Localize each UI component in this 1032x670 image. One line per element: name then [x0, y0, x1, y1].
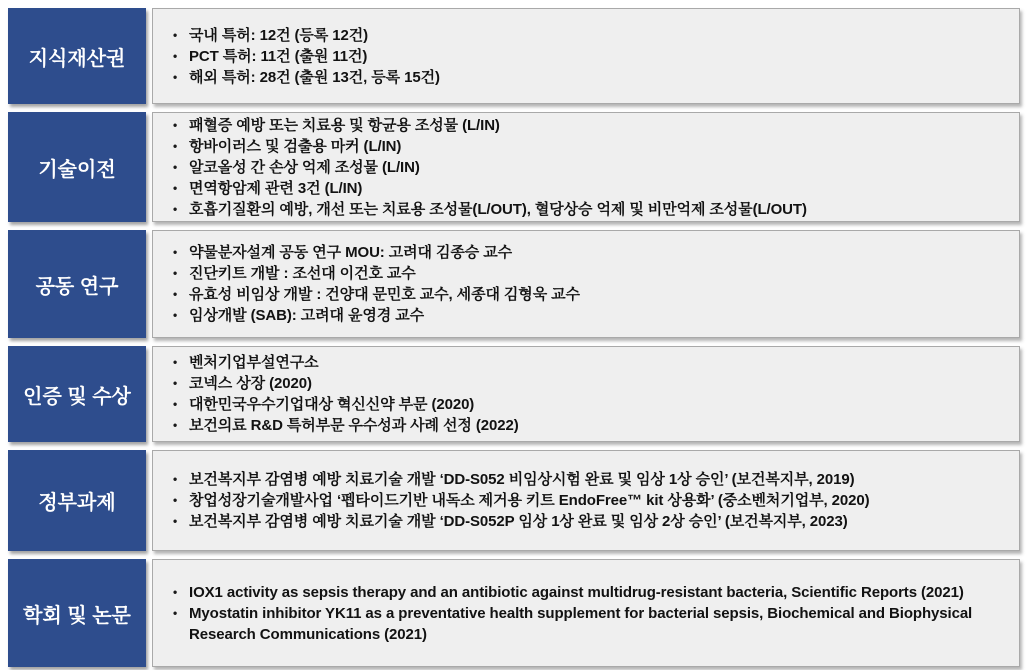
section-label-text: 기술이전	[38, 158, 116, 181]
bullet-item: • 유효성 비임상 개발 : 건양대 문민호 교수, 세종대 김형욱 교수	[172, 284, 1007, 305]
bullet-list	[153, 469, 1019, 532]
section-label	[8, 230, 146, 338]
section-label	[8, 112, 146, 222]
section-label-text: 지식재산권	[28, 47, 126, 70]
section-content	[152, 112, 1020, 222]
section-label-text: 공동 연구	[35, 275, 119, 298]
bullet-item: • 약물분자설계 공동 연구 MOU: 고려대 김종승 교수	[172, 242, 1007, 263]
section-government-projects	[8, 450, 1032, 551]
section-label	[8, 346, 146, 442]
bullet-item: • PCT 특허: 11건 (출원 11건)	[172, 46, 1007, 67]
bullet-item: • 벤처기업부설연구소	[172, 352, 1007, 373]
bullet-item: • 보건복지부 감염병 예방 치료기술 개발 ‘DD-S052P 임상 1상 완료 및 임상 2상 승인’ (보건복지부, 2023)	[172, 511, 1007, 532]
bullet-item: • 해외 특허: 28건 (출원 13건, 등록 15건)	[172, 67, 1007, 88]
bullet-item: • 보건복지부 감염병 예방 치료기술 개발 ‘DD-S052 비임상시험 완료 및 임상 1상 승인’ (보건복지부, 2019)	[172, 469, 1007, 490]
bullet-list	[153, 242, 1019, 326]
bullet-item: • 호흡기질환의 예방, 개선 또는 치료용 조성물(L/OUT), 혈당상승 억제 및 비만억제 조성물(L/OUT)	[172, 199, 1007, 220]
bullet-item: • 보건의료 R&D 특허부문 우수성과 사례 선정 (2022)	[172, 415, 1007, 436]
section-label	[8, 559, 146, 667]
bullet-list	[153, 115, 1019, 220]
bullet-item: • Myostatin inhibitor YK11 as a preventative health supplement for bacterial sepsis, Biochemical and Biophysical Research Communications (2021)	[172, 603, 1007, 645]
section-content	[152, 346, 1020, 442]
section-content	[152, 559, 1020, 667]
bullet-list	[153, 25, 1019, 88]
section-conferences-papers	[8, 559, 1032, 667]
section-content	[152, 8, 1020, 104]
section-label-text: 정부과제	[38, 492, 116, 514]
section-label-text: 학회 및 논문	[23, 604, 131, 627]
section-label	[8, 450, 146, 551]
bullet-item: • 대한민국우수기업대상 혁신신약 부문 (2020)	[172, 394, 1007, 415]
section-technology-transfer	[8, 112, 1032, 222]
bullet-item: • 면역항암제 관련 3건 (L/IN)	[172, 178, 1007, 199]
bullet-item: • 항바이러스 및 검출용 마커 (L/IN)	[172, 136, 1007, 157]
section-content	[152, 450, 1020, 551]
bullet-list	[153, 352, 1019, 436]
bullet-list	[153, 582, 1019, 645]
section-label	[8, 8, 146, 104]
bullet-item: • 코넥스 상장 (2020)	[172, 373, 1007, 394]
section-joint-research	[8, 230, 1032, 338]
section-label-text: 인증 및 수상	[23, 385, 131, 408]
bullet-item: • 창업성장기술개발사업 ‘펩타이드기반 내독소 제거용 키트 EndoFree™ kit 상용화’ (중소벤처기업부, 2020)	[172, 490, 1007, 511]
section-certifications-awards	[8, 346, 1032, 442]
bullet-item: • 임상개발 (SAB): 고려대 윤영경 교수	[172, 305, 1007, 326]
bullet-item: • IOX1 activity as sepsis therapy and an antibiotic against multidrug-resistant bacteria, Scientific Reports (2021)	[172, 582, 1007, 603]
section-intellectual-property	[8, 8, 1032, 104]
bullet-item: • 국내 특허: 12건 (등록 12건)	[172, 25, 1007, 46]
bullet-item: • 진단키트 개발 : 조선대 이건호 교수	[172, 263, 1007, 284]
bullet-item: • 알코올성 간 손상 억제 조성물 (L/IN)	[172, 157, 1007, 178]
bullet-item: • 패혈증 예방 또는 치료용 및 항균용 조성물 (L/IN)	[172, 115, 1007, 136]
section-content	[152, 230, 1020, 338]
